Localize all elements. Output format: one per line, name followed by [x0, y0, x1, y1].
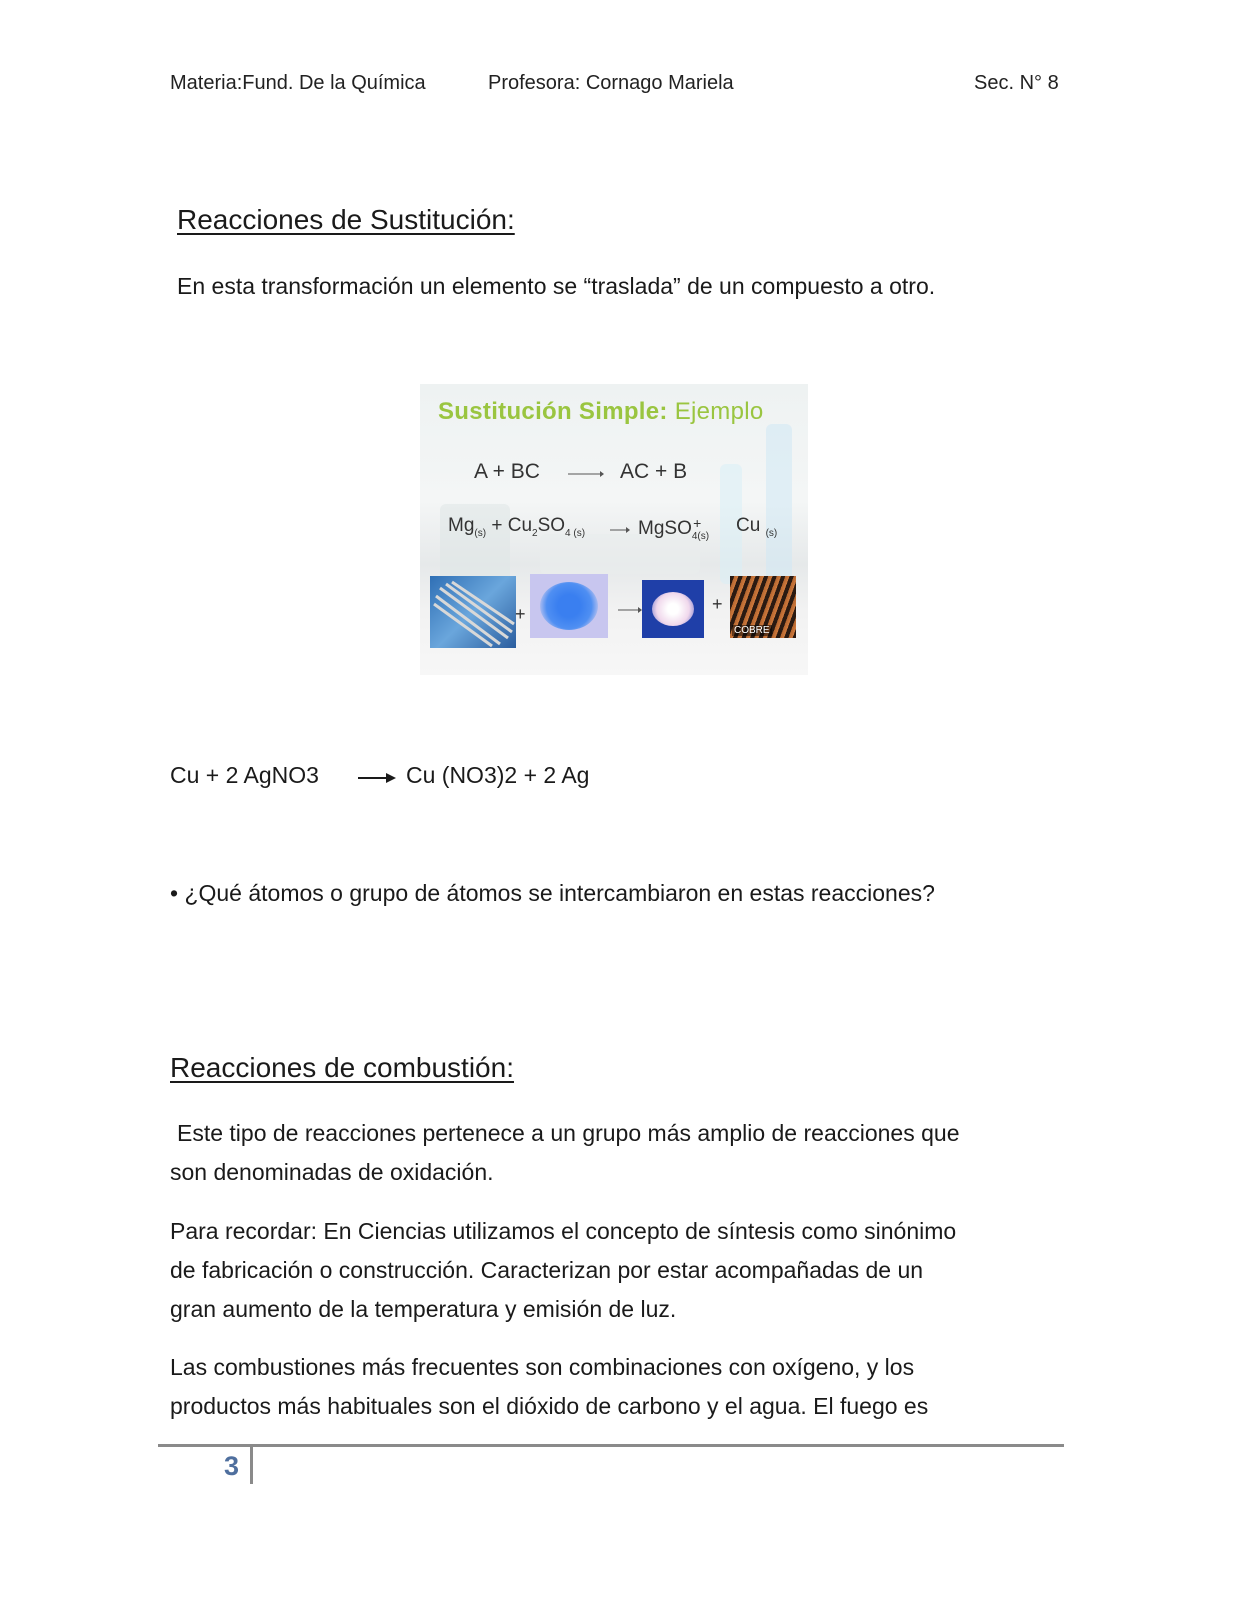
specific-equation-products: MgSO$_{4(s)}$+ [638, 515, 710, 542]
reaction-right: Cu (NO3)2 + 2 Ag [406, 762, 590, 788]
substitution-example-figure [420, 384, 808, 675]
page-number: 3 [224, 1451, 240, 1481]
specific-equation: $Mg_{(s)} + Cu_2SO_{4 (s)}$ [448, 515, 586, 539]
general-equation-left: A + BC [474, 460, 540, 483]
general-equation-right: AC + B [620, 460, 688, 483]
paragraph-2-line-2: de fabricación o construcción. Caracterizan por estar acompañadas de un [170, 1257, 924, 1283]
header-teacher: Profesora: Cornago Mariela [488, 72, 734, 94]
figure-title-bold: Sustitución Simple: [438, 398, 668, 425]
paragraph-1-line-1: Este tipo de reacciones pertenece a un grupo más amplio de reacciones que [177, 1120, 960, 1146]
figure-arrow [618, 606, 642, 614]
magnesium-sulfate-image [642, 580, 704, 638]
reaction-arrow [358, 772, 396, 784]
question-bullet: • ¿Qué átomos o grupo de átomos se intercambiaron en estas reacciones? [170, 880, 935, 906]
paragraph-2-line-3: gran aumento de la temperatura y emisión de luz. [170, 1296, 677, 1322]
paragraph-3-line-2: productos más habituales son el dióxido de carbono y el agua. El fuego es [170, 1393, 929, 1419]
header-section: Sec. N° 8 [974, 72, 1059, 94]
footer-rule [158, 1444, 1064, 1447]
general-equation-arrow [568, 470, 604, 478]
paragraph-1-line-2: son denominadas de oxidación. [170, 1159, 494, 1185]
paragraph-2-line-1: Para recordar: En Ciencias utilizamos el concepto de síntesis como sinónimo [170, 1218, 957, 1244]
specific-equation-arrow [610, 526, 630, 534]
plus-sign-1: + [515, 604, 526, 624]
figure-title [438, 398, 764, 426]
section-title-combustion: Reacciones de combustión: [170, 1052, 514, 1083]
section-title-substitution: Reacciones de Sustitución: [177, 204, 515, 235]
figure-title-rest: Ejemplo [674, 398, 764, 425]
specific-equation-cu: Cu $_{(s)}$ [736, 515, 778, 539]
footer-divider [250, 1444, 253, 1484]
magnesium-image [430, 576, 516, 648]
plus-sign-2: + [712, 594, 723, 614]
header-subject: Materia:Fund. De la Química [170, 72, 426, 94]
section-intro-substitution: En esta transformación un elemento se “traslada” de un compuesto a otro. [177, 273, 936, 299]
paragraph-3-line-1: Las combustiones más frecuentes son combinaciones con oxígeno, y los [170, 1354, 915, 1380]
copper-sulfate-image [530, 574, 608, 638]
reaction-left: Cu + 2 AgNO3 [170, 762, 319, 788]
copper-image [730, 576, 796, 638]
copper-label: COBRE [734, 625, 770, 636]
